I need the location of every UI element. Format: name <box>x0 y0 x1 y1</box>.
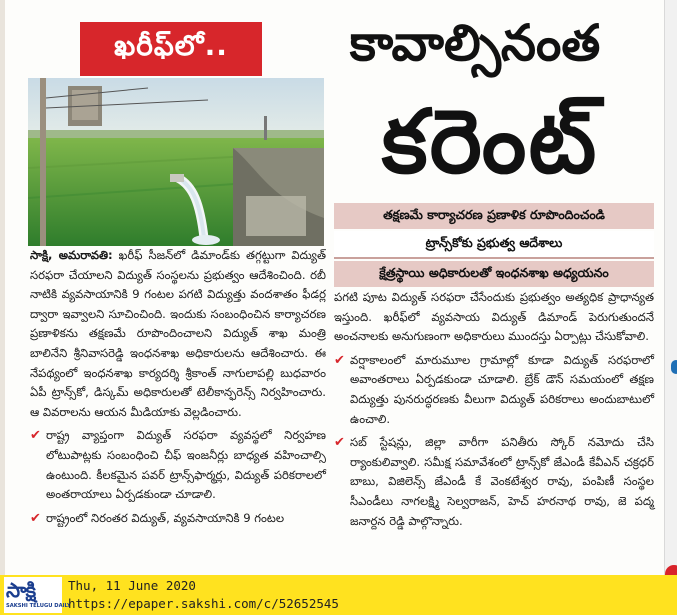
bullet-point: ✔ సబ్‌ స్టేషన్లు, జిల్లా వారీగా పనితీరు స్కోర్‌ నమోదు చేసి ర్యాంకులివ్వాలి. సమీక్ష సమావేశంలో ట్రాన్స్‌కో జేఎండీ కేవీఎన్‌ చక్రధర్‌ బాబు, విజిలెన్స్‌ జేఎండీ కే వెంకటేశ్వర రావు, పంపిణీ సంస్థల సీఎండీలు నాగలక్ష్మి సెల్వరాజన్, హెచ్‌ హరనాథ రావు, జె పద్మ జనార్దన రెడ్డి పాల్గొన్నారు. <box>334 435 654 528</box>
logo-subtext: SAKSHI TELUGU DAILY <box>6 603 71 609</box>
page-edge-left <box>0 0 5 575</box>
checkmark-icon: ✔ <box>30 428 41 444</box>
clip-url-link[interactable]: https://epaper.sakshi.com/c/52652545 <box>68 596 339 611</box>
logo-text: సాక్షి <box>6 578 36 602</box>
headline-line1: కావాల్సినంత <box>349 14 601 72</box>
page-edge-right <box>664 0 677 575</box>
checkmark-icon: ✔ <box>30 510 41 526</box>
article-column-2 <box>334 288 654 531</box>
article-column-1 <box>30 246 326 528</box>
bullet-point: ✔ రాష్ట్ర వ్యాప్తంగా విద్యుత్‌ సరఫరా వ్యవస్థలో నిర్వహణ లోటుపాట్లకు సంబంధించి చీఫ్‌ ఇంజనీర్లు బాధ్యత వహించాల్సి ఉంటుంది. కీలకమైన పవర్‌ ట్రాన్స్‌ఫార్మర్లు, విద్యుత్‌ పరికరాలలో అంతరాయాలు ఏర్పడకుండా చూడాలి. <box>30 428 326 502</box>
bullet-point: ✔ రాష్ట్రంలో నిరంతర విద్యుత్‌, వ్యవసాయానికి 9 గంటల <box>30 509 326 529</box>
deck-1: తక్షణమే కార్యాచరణ ప్రణాళిక రూపొందించండి <box>334 203 654 229</box>
checkmark-icon: ✔ <box>334 435 345 451</box>
article-photo <box>28 78 324 246</box>
bullet-point: ✔ వర్షాకాలంలో మారుమూల గ్రామాల్లో కూడా విద్యుత్‌ సరఫరాలో అవాంతరాలు ఏర్పడకుండా చూడాలి. బ్రేక్‌ డౌన్‌ సమయంలో తక్షణ విద్యుత్తు పునరుద్ధరణకు వీలుగా విద్యుత్‌ పరికరాలు అందుబాటులో ఉంచాలి. <box>334 352 654 426</box>
deck-2: ట్రాన్స్‌కోకు ప్రభుత్వ ఆదేశాలు <box>334 231 654 259</box>
dateline: సాక్షి, అమరావతి: <box>30 248 113 262</box>
edition-date: Thu, 11 June 2020 <box>68 578 196 593</box>
lead-text: ఖరీఫ్‌ సీజన్‌లో డిమాండ్‌కు తగ్గట్టుగా విద్యుత్‌ సరఫరా చేయాలని విద్యుత్‌ సంస్థలను ప్రభుత్వం ఆదేశించింది. రబీ నాటికి వ్యవసాయానికి 9 గంటల పగటి విద్యుత్తు వందశాతం ఫీడర్ల ద్వారా ఇవ్వాలని సూచించింది. ఇందుకు సంబంధించిన కార్యాచరణ ప్రణాళికను తక్షణమే రూపొందించాలని విద్యుత్‌ శాఖ మంత్రి బాలినేని శ్రీనివాసరెడ్డి ఇంధనశాఖ అధికారులను ఆదేశించారు. ఈ నేపథ్యంలో ఇంధనశాఖ కార్యదర్శి శ్రీకాంత్‌ నాగులాపల్లి బుధవారం ఏపీ ట్రాన్స్‌కో, డిస్కమ్‌ అధికారులతో టెలీకాన్ఫరెన్స్‌ నిర్వహించారు. ఆ వివరాలను ఆయన మీడియాకు వెల్లడించారు. <box>30 248 327 419</box>
headline-kicker: ఖరీఫ్‌లో.. <box>80 22 262 76</box>
deck-3: క్షేత్రస్థాయి అధికారులతో ఇంధనశాఖ అధ్యయనం <box>334 261 654 287</box>
sakshi-logo <box>4 577 71 613</box>
paddy-field-pump-illustration <box>28 78 324 246</box>
continuation-paragraph: పగటి పూట విద్యుత్‌ సరఫరా చేసేందుకు ప్రభుత్వం అత్యధిక ప్రాధాన్యత ఇస్తుంది. ఖరీఫ్‌లో వ్యవసాయ విద్యుత్‌ డిమాండ్‌ పెరుగుతుందనే అంచనాలకు అనుగుణంగా అధికారులు ముందస్తు ఏర్పాట్లు చేసుకోవాలి. <box>334 290 654 344</box>
lead-paragraph <box>30 246 326 422</box>
checkmark-icon: ✔ <box>334 352 345 368</box>
adjacent-article-marker <box>671 360 677 374</box>
sub-headline-decks <box>334 203 654 285</box>
adjacent-article-marker-red <box>665 565 677 575</box>
epaper-footer <box>0 575 677 615</box>
headline-line2: కరెంట్‌ <box>381 90 599 193</box>
